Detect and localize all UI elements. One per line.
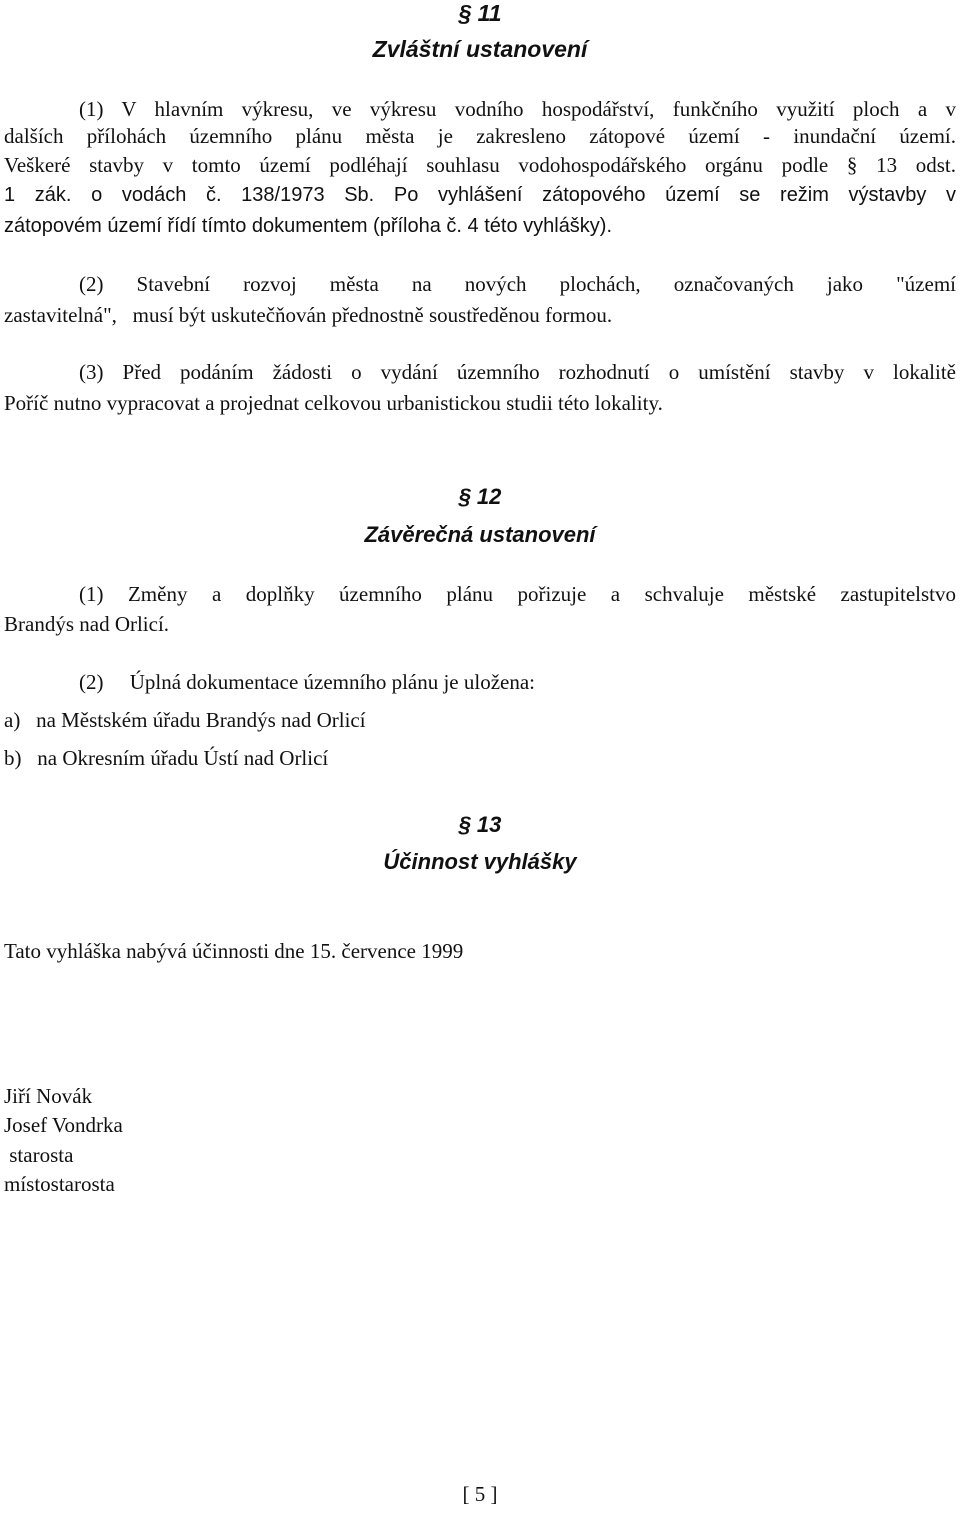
s11-p1-line2: dalších přílohách územního plánu města je zakresleno zátopové území - inundační území. — [4, 124, 956, 148]
page-number: [ 5 ] — [462, 1482, 498, 1506]
section-13-number: § 13 — [458, 812, 502, 837]
s11-p1-line4: 1 zák. o vodách č. 138/1973 Sb. Po vyhlášení zátopového území se režim výstavby v — [4, 184, 956, 206]
s12-p1-line1: (1) Změny a doplňky územního plánu pořizuje a schvaluje městské zastupitelstvo — [79, 582, 956, 606]
s11-p2-line1: (2) Stavební rozvoj města na nových plochách, označovaných jako "území — [79, 272, 956, 296]
s11-p3-line1: (3) Před podáním žádosti o vydání územního rozhodnutí o umístění stavby v lokalitě — [79, 360, 956, 384]
s11-p1-line5: zátopovém území řídí tímto dokumentem (příloha č. 4 této vyhlášky). — [4, 215, 613, 237]
s12-item-b: b) na Okresním úřadu Ústí nad Orlicí — [4, 746, 329, 770]
s11-p1-line3: Veškeré stavby v tomto území podléhají souhlasu vodohospodářského orgánu podle § 13 odst. — [4, 153, 956, 177]
s11-p1-line1: (1) V hlavním výkresu, ve výkresu vodního hospodářství, funkčního využití ploch a v — [79, 97, 956, 121]
s11-p3-line2: Poříč nutno vypracovat a projednat celkovou urbanistickou studii této lokality. — [4, 391, 663, 415]
section-11-number: § 11 — [458, 0, 502, 26]
signature-name-1: Jiří Novák — [4, 1084, 93, 1108]
s13-text: Tato vyhláška nabývá účinnosti dne 15. července 1999 — [4, 939, 464, 963]
section-12-number: § 12 — [458, 484, 502, 509]
signature-role-2: místostarosta — [4, 1172, 115, 1196]
section-12-title: Závěrečná ustanovení — [364, 522, 596, 547]
signature-name-2: Josef Vondrka — [4, 1113, 123, 1137]
s12-p2: (2) Úplná dokumentace územního plánu je uložena: — [79, 670, 536, 694]
s12-item-a: a) na Městském úřadu Brandýs nad Orlicí — [4, 708, 366, 732]
section-13-title: Účinnost vyhlášky — [383, 849, 577, 874]
s12-p1-line2: Brandýs nad Orlicí. — [4, 612, 170, 636]
s11-p2-line2: zastavitelná", musí být uskutečňován přednostně soustředěnou formou. — [4, 303, 613, 327]
signature-role-1: starosta — [4, 1143, 74, 1167]
section-11-title: Zvláštní ustanovení — [372, 36, 588, 62]
